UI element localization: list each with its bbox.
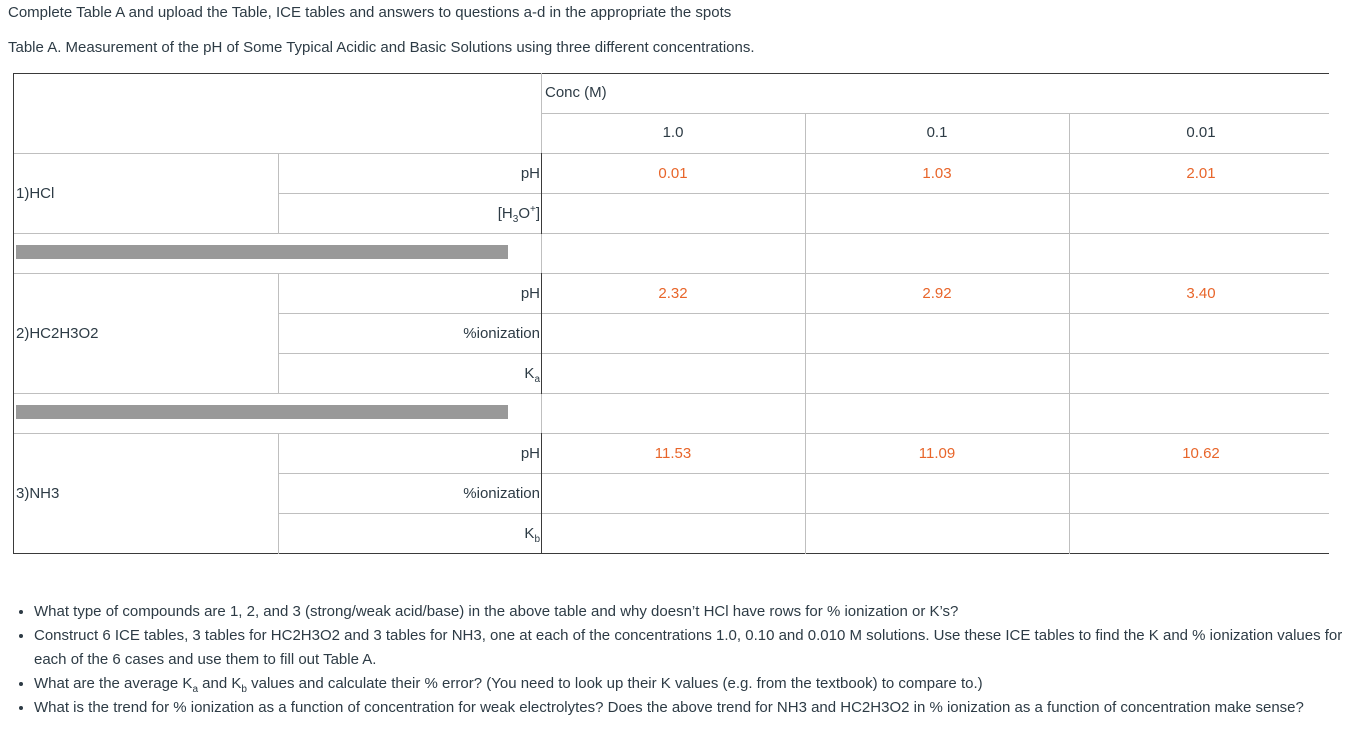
- row-label-ionization: %ionization: [463, 325, 540, 342]
- row-label-ph: pH: [520, 165, 540, 182]
- question-item: • Construct 6 ICE tables, 3 tables for HC2H3O2 and 3 tables for NH3, one at each of the concentrations 1.0, 0.10 and 0.010 M solutions. Use these ICE tables to find the K and % ionization values for each of the 6 cases and use them to fill out Table A.: [34, 624, 1354, 672]
- acetic-ph-value: 2.32: [658, 285, 688, 302]
- row-label-ph: pH: [520, 445, 540, 462]
- ammonia-ph-value: 11.09: [918, 445, 956, 462]
- separator-bar: [16, 245, 508, 259]
- conc-column-1: 1.0: [662, 124, 684, 141]
- questions-list: [16, 600, 1354, 720]
- separator-bar: [16, 405, 508, 419]
- question-item: • What type of compounds are 1, 2, and 3 (strong/weak acid/base) in the above table and why doesn’t HCl have rows for % ionization or K’s?: [34, 600, 1354, 624]
- acetic-ph-value: 3.40: [1186, 285, 1216, 302]
- row-label-ka: $K_a$: [524, 365, 540, 385]
- assignment-instructions: Complete Table A and upload the Table, ICE tables and answers to questions a-d in the appropriate the spots: [8, 4, 732, 21]
- row-label-ionization: %ionization: [463, 485, 540, 502]
- row-label-h3o: $[H_3O^+]$: [497, 204, 540, 225]
- ammonia-ph-value: 11.53: [654, 445, 692, 462]
- compound-hcl: 1)HCl: [16, 185, 55, 202]
- conc-column-2: 0.1: [926, 124, 948, 141]
- table-caption: Table A. Measurement of the pH of Some Typical Acidic and Basic Solutions using three different concentrations.: [8, 39, 755, 56]
- compound-ammonia: 3)NH3: [16, 485, 60, 502]
- conc-column-3: 0.01: [1186, 124, 1216, 141]
- hcl-ph-value: 1.03: [922, 165, 952, 182]
- question-item: • What is the trend for % ionization as a function of concentration for weak electrolytes? Does the above trend for NH3 and HC2H3O2 in % ionization as a function of concentration make sense?: [34, 696, 1354, 720]
- acetic-ph-value: 2.92: [922, 285, 952, 302]
- hcl-ph-value: 2.01: [1186, 165, 1216, 182]
- row-label-ph: pH: [520, 285, 540, 302]
- compound-acetic-acid: 2)HC2H3O2: [16, 325, 99, 342]
- question-item: • What are the average $K_a$ and $K_b$ values and calculate their % error? (You need to look up their K values (e.g. from the textbook) to compare to.): [34, 672, 1354, 696]
- ammonia-ph-value: 10.62: [1182, 445, 1220, 462]
- hcl-ph-value: 0.01: [658, 165, 688, 182]
- conc-header: Conc (M): [545, 84, 607, 101]
- row-label-kb: $K_b$: [524, 525, 540, 545]
